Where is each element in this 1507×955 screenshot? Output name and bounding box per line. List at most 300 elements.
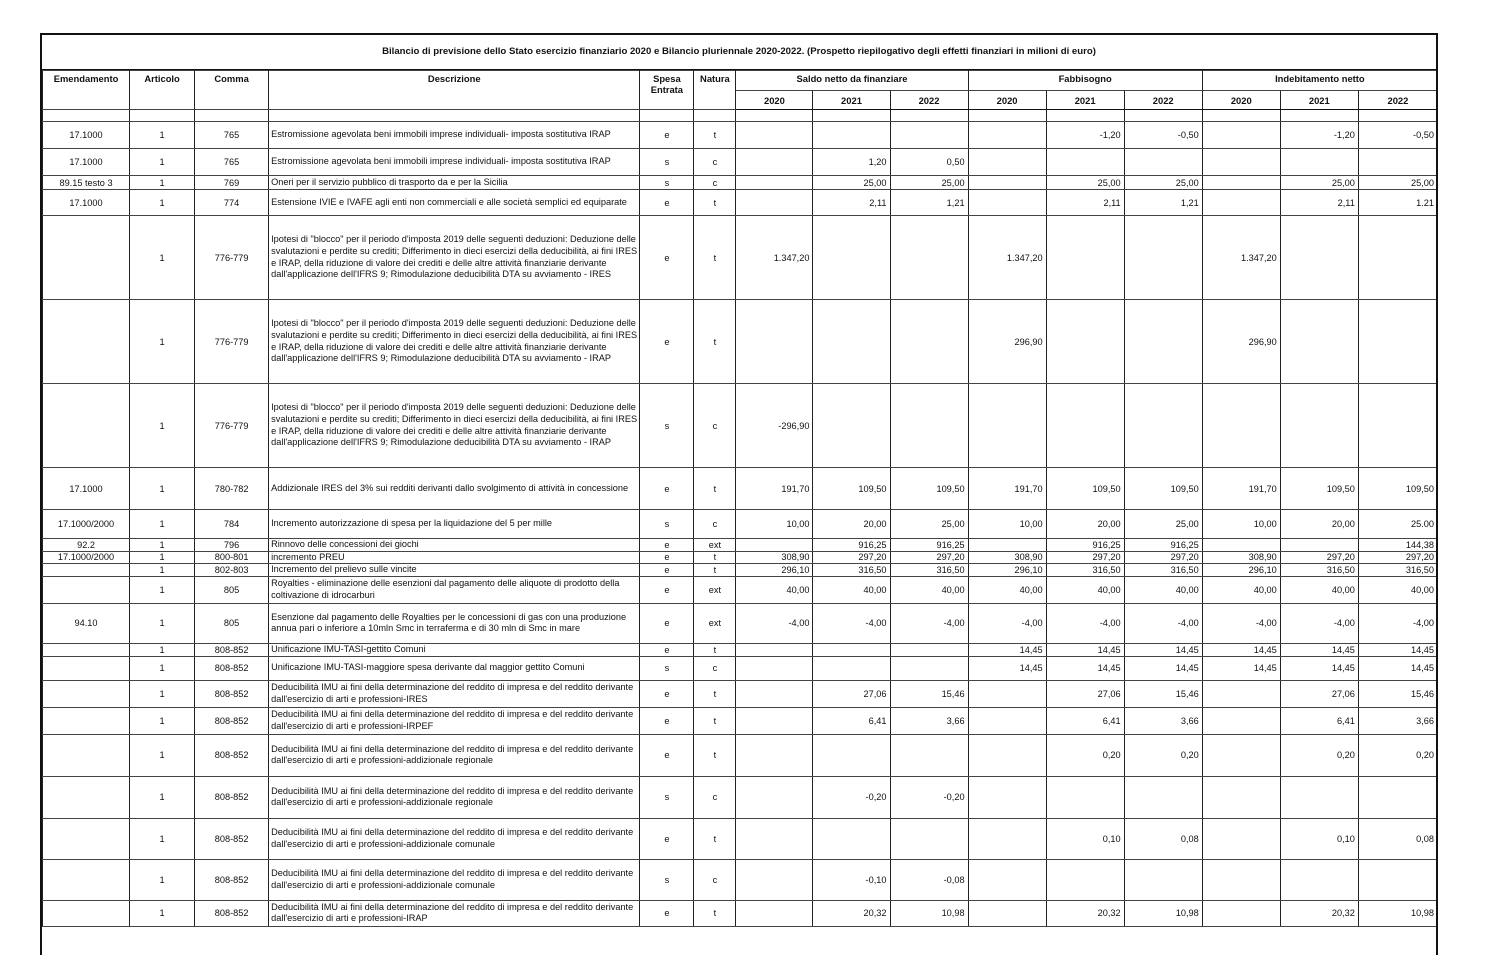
articolo-cell: 1 bbox=[130, 900, 195, 926]
fabbisogno-2021-cell bbox=[1046, 384, 1124, 468]
emendamento-cell bbox=[43, 734, 130, 776]
indebitamento-2022-cell: 109,50 bbox=[1358, 468, 1437, 510]
fabbisogno-2022-cell: 14,45 bbox=[1124, 643, 1202, 656]
descrizione-cell: Royalties - eliminazione delle esenzioni dal pagamento delle aliquote di prodotto della coltivazione di idrocarburi bbox=[269, 576, 640, 603]
emendamento-cell: 89.15 testo 3 bbox=[43, 176, 130, 190]
comma-cell: 808-852 bbox=[195, 643, 269, 656]
table-row bbox=[43, 776, 1438, 818]
fabbisogno-2020-cell bbox=[968, 122, 1046, 149]
indebitamento-2021-cell bbox=[1280, 384, 1358, 468]
articolo-cell: 1 bbox=[130, 510, 195, 539]
spesa-entrata-cell: s bbox=[640, 176, 694, 190]
fabbisogno-2020-cell bbox=[968, 384, 1046, 468]
indebitamento-2020-cell bbox=[1202, 818, 1280, 859]
table-row bbox=[43, 859, 1438, 900]
saldo-2021-cell: -4,00 bbox=[813, 603, 890, 643]
comma-cell: 784 bbox=[195, 510, 269, 539]
indebitamento-2022-cell: 144,38 bbox=[1358, 539, 1437, 552]
fabbisogno-2020-cell: 10,00 bbox=[968, 510, 1046, 539]
table-row bbox=[43, 818, 1438, 859]
spacer-cell bbox=[694, 110, 736, 122]
saldo-2021-cell: 2,11 bbox=[813, 190, 890, 216]
fabbisogno-2020-cell bbox=[968, 680, 1046, 707]
fabbisogno-2020-cell: 308,90 bbox=[968, 551, 1046, 564]
col-spesa-entrata: Spesa Entrata bbox=[640, 71, 694, 110]
fabbisogno-2022-cell bbox=[1124, 300, 1202, 384]
comma-cell: 808-852 bbox=[195, 900, 269, 926]
descrizione-cell: incremento PREU bbox=[269, 551, 640, 564]
spacer-cell bbox=[640, 110, 694, 122]
spesa-entrata-cell: e bbox=[640, 468, 694, 510]
saldo-2021-cell: 316,50 bbox=[813, 564, 890, 577]
fabbisogno-2021-cell: 20,00 bbox=[1046, 510, 1124, 539]
table-row bbox=[43, 190, 1438, 216]
table-row bbox=[43, 510, 1438, 539]
saldo-2022-cell: 25,00 bbox=[890, 510, 968, 539]
table-row bbox=[43, 539, 1438, 552]
spesa-entrata-cell: s bbox=[640, 656, 694, 680]
indebitamento-2020-cell: 308,90 bbox=[1202, 551, 1280, 564]
table-row bbox=[43, 576, 1438, 603]
emendamento-cell: 17.1000 bbox=[43, 122, 130, 149]
indebitamento-2021-cell bbox=[1280, 539, 1358, 552]
emendamento-cell bbox=[43, 643, 130, 656]
indebitamento-2022-cell: 15,46 bbox=[1358, 680, 1437, 707]
indebitamento-2022-cell: 25,00 bbox=[1358, 176, 1437, 190]
indebitamento-2020-cell: -4,00 bbox=[1202, 603, 1280, 643]
emendamento-cell: 17.1000 bbox=[43, 468, 130, 510]
descrizione-cell: Unificazione IMU-TASI-maggiore spesa derivante dal maggior gettito Comuni bbox=[269, 656, 640, 680]
natura-cell: c bbox=[694, 149, 736, 176]
natura-cell: t bbox=[694, 564, 736, 577]
comma-cell: 780-782 bbox=[195, 468, 269, 510]
emendamento-cell bbox=[43, 564, 130, 577]
saldo-2021-cell: 109,50 bbox=[813, 468, 890, 510]
spesa-entrata-cell: e bbox=[640, 643, 694, 656]
header-row-top bbox=[43, 71, 1438, 91]
articolo-cell: 1 bbox=[130, 680, 195, 707]
emendamento-cell bbox=[43, 859, 130, 900]
indebitamento-2021-cell bbox=[1280, 859, 1358, 900]
fabbisogno-2022-cell: -0,50 bbox=[1124, 122, 1202, 149]
fabbisogno-2020-cell: -4,00 bbox=[968, 603, 1046, 643]
year-header: 2022 bbox=[890, 91, 968, 110]
saldo-2022-cell bbox=[890, 734, 968, 776]
descrizione-cell: Estromissione agevolata beni immobili imprese individuali- imposta sostitutiva IRAP bbox=[269, 122, 640, 149]
indebitamento-2020-cell: 14,45 bbox=[1202, 643, 1280, 656]
indebitamento-2022-cell: 297,20 bbox=[1358, 551, 1437, 564]
saldo-2022-cell: 10,98 bbox=[890, 900, 968, 926]
saldo-2020-cell bbox=[736, 734, 813, 776]
fabbisogno-2021-cell: 27,06 bbox=[1046, 680, 1124, 707]
spesa-entrata-cell: e bbox=[640, 818, 694, 859]
indebitamento-2020-cell: 191,70 bbox=[1202, 468, 1280, 510]
natura-cell: t bbox=[694, 680, 736, 707]
saldo-2020-cell bbox=[736, 300, 813, 384]
saldo-2021-cell bbox=[813, 734, 890, 776]
spesa-entrata-cell: s bbox=[640, 859, 694, 900]
descrizione-cell: Incremento autorizzazione di spesa per la liquidazione del 5 per mille bbox=[269, 510, 640, 539]
saldo-2020-cell bbox=[736, 656, 813, 680]
comma-cell: 765 bbox=[195, 122, 269, 149]
saldo-2020-cell: 1.347,20 bbox=[736, 216, 813, 300]
articolo-cell: 1 bbox=[130, 122, 195, 149]
emendamento-cell bbox=[43, 576, 130, 603]
comma-cell: 808-852 bbox=[195, 818, 269, 859]
natura-cell: t bbox=[694, 734, 736, 776]
table-row bbox=[43, 900, 1438, 926]
indebitamento-2022-cell: 3,66 bbox=[1358, 707, 1437, 734]
spacer-cell bbox=[1046, 110, 1124, 122]
spesa-entrata-cell: e bbox=[640, 707, 694, 734]
spacer-cell bbox=[195, 110, 269, 122]
spesa-entrata-cell: s bbox=[640, 384, 694, 468]
indebitamento-2022-cell bbox=[1358, 384, 1437, 468]
fabbisogno-2020-cell: 14,45 bbox=[968, 643, 1046, 656]
descrizione-cell: Addizionale IRES del 3% sui redditi derivanti dallo svolgimento di attività in concessione bbox=[269, 468, 640, 510]
indebitamento-2021-cell bbox=[1280, 300, 1358, 384]
descrizione-cell: Deducibilità IMU ai fini della determinazione del reddito di impresa e del reddito derivante dall'esercizio di arti e professioni-IRAP bbox=[269, 900, 640, 926]
saldo-2021-cell: 6,41 bbox=[813, 707, 890, 734]
table-row bbox=[43, 564, 1438, 577]
saldo-2022-cell bbox=[890, 300, 968, 384]
fabbisogno-2022-cell: 0,08 bbox=[1124, 818, 1202, 859]
spacer-cell bbox=[269, 110, 640, 122]
indebitamento-2020-cell: 14,45 bbox=[1202, 656, 1280, 680]
fabbisogno-2022-cell bbox=[1124, 776, 1202, 818]
natura-cell: t bbox=[694, 707, 736, 734]
saldo-2020-cell bbox=[736, 707, 813, 734]
comma-cell: 776-779 bbox=[195, 384, 269, 468]
fabbisogno-2020-cell bbox=[968, 149, 1046, 176]
saldo-2021-cell bbox=[813, 643, 890, 656]
saldo-2020-cell bbox=[736, 149, 813, 176]
comma-cell: 765 bbox=[195, 149, 269, 176]
year-header: 2022 bbox=[1124, 91, 1202, 110]
document-frame bbox=[40, 33, 1438, 955]
indebitamento-2022-cell: 1.21 bbox=[1358, 190, 1437, 216]
spesa-entrata-cell: e bbox=[640, 564, 694, 577]
emendamento-cell: 92.2 bbox=[43, 539, 130, 552]
saldo-2021-cell: 25,00 bbox=[813, 176, 890, 190]
table-row bbox=[43, 643, 1438, 656]
fabbisogno-2021-cell: 14,45 bbox=[1046, 643, 1124, 656]
fabbisogno-2021-cell bbox=[1046, 216, 1124, 300]
spesa-entrata-cell: e bbox=[640, 216, 694, 300]
fabbisogno-2021-cell: 14,45 bbox=[1046, 656, 1124, 680]
emendamento-cell: 17.1000/2000 bbox=[43, 551, 130, 564]
descrizione-cell: Estensione IVIE e IVAFE agli enti non commerciali e alle società semplici ed equiparate bbox=[269, 190, 640, 216]
spacer-cell bbox=[890, 110, 968, 122]
table-body bbox=[43, 110, 1438, 927]
saldo-2022-cell: 0,50 bbox=[890, 149, 968, 176]
indebitamento-2020-cell bbox=[1202, 680, 1280, 707]
indebitamento-2022-cell: 0,20 bbox=[1358, 734, 1437, 776]
fabbisogno-2020-cell: 40,00 bbox=[968, 576, 1046, 603]
articolo-cell: 1 bbox=[130, 300, 195, 384]
fabbisogno-2021-cell: -1,20 bbox=[1046, 122, 1124, 149]
spacer-cell bbox=[1280, 110, 1358, 122]
saldo-2021-cell: -0,10 bbox=[813, 859, 890, 900]
natura-cell: t bbox=[694, 216, 736, 300]
indebitamento-2021-cell: 0,10 bbox=[1280, 818, 1358, 859]
saldo-2022-cell: 109,50 bbox=[890, 468, 968, 510]
saldo-2022-cell: -0,08 bbox=[890, 859, 968, 900]
table-row bbox=[43, 656, 1438, 680]
indebitamento-2021-cell: 20,00 bbox=[1280, 510, 1358, 539]
saldo-2022-cell: 15,46 bbox=[890, 680, 968, 707]
fabbisogno-2022-cell: 15,46 bbox=[1124, 680, 1202, 707]
fabbisogno-2021-cell: 2,11 bbox=[1046, 190, 1124, 216]
saldo-2021-cell: 297,20 bbox=[813, 551, 890, 564]
saldo-2022-cell: 1,21 bbox=[890, 190, 968, 216]
emendamento-cell bbox=[43, 384, 130, 468]
articolo-cell: 1 bbox=[130, 564, 195, 577]
emendamento-cell: 17.1000 bbox=[43, 190, 130, 216]
saldo-2020-cell: 40,00 bbox=[736, 576, 813, 603]
articolo-cell: 1 bbox=[130, 176, 195, 190]
fabbisogno-2021-cell: 297,20 bbox=[1046, 551, 1124, 564]
natura-cell: t bbox=[694, 818, 736, 859]
saldo-2022-cell: 40,00 bbox=[890, 576, 968, 603]
fabbisogno-2022-cell: 0,20 bbox=[1124, 734, 1202, 776]
fabbisogno-2021-cell: 109,50 bbox=[1046, 468, 1124, 510]
descrizione-cell: Rinnovo delle concessioni dei giochi bbox=[269, 539, 640, 552]
fabbisogno-2022-cell: 10,98 bbox=[1124, 900, 1202, 926]
indebitamento-2021-cell: 27,06 bbox=[1280, 680, 1358, 707]
saldo-2022-cell bbox=[890, 384, 968, 468]
table-row bbox=[43, 216, 1438, 300]
articolo-cell: 1 bbox=[130, 468, 195, 510]
descrizione-cell: Deducibilità IMU ai fini della determinazione del reddito di impresa e del reddito derivante dall'esercizio di arti e professioni-addizionale regionale bbox=[269, 776, 640, 818]
fabbisogno-2021-cell: 6,41 bbox=[1046, 707, 1124, 734]
saldo-2021-cell bbox=[813, 656, 890, 680]
emendamento-cell: 17.1000 bbox=[43, 149, 130, 176]
saldo-2022-cell: -4,00 bbox=[890, 603, 968, 643]
fabbisogno-2020-cell: 191,70 bbox=[968, 468, 1046, 510]
indebitamento-2020-cell bbox=[1202, 707, 1280, 734]
fabbisogno-2022-cell bbox=[1124, 216, 1202, 300]
fabbisogno-2022-cell: 25,00 bbox=[1124, 510, 1202, 539]
table-row bbox=[43, 468, 1438, 510]
natura-cell: ext bbox=[694, 576, 736, 603]
fabbisogno-2022-cell bbox=[1124, 859, 1202, 900]
natura-cell: t bbox=[694, 643, 736, 656]
descrizione-cell: Deducibilità IMU ai fini della determinazione del reddito di impresa e del reddito derivante dall'esercizio di arti e professioni-addizionale comunale bbox=[269, 818, 640, 859]
fabbisogno-2021-cell: 40,00 bbox=[1046, 576, 1124, 603]
comma-cell: 769 bbox=[195, 176, 269, 190]
indebitamento-2022-cell bbox=[1358, 776, 1437, 818]
saldo-2021-cell bbox=[813, 122, 890, 149]
indebitamento-2021-cell: 25,00 bbox=[1280, 176, 1358, 190]
descrizione-cell: Incremento del prelievo sulle vincite bbox=[269, 564, 640, 577]
document-title: Bilancio di previsione dello Stato esercizio finanziario 2020 e Bilancio pluriennale 2020-2022. (Prospetto riepilogativo degli effetti finanziari in milioni di euro) bbox=[42, 35, 1436, 70]
fabbisogno-2020-cell bbox=[968, 776, 1046, 818]
natura-cell: ext bbox=[694, 603, 736, 643]
comma-cell: 805 bbox=[195, 576, 269, 603]
descrizione-cell: Esenzione dal pagamento delle Royalties per le concessioni di gas con una produzione annua pari o inferiore a 10mln Smc in terraferma e di 30 mln di Smc in mare bbox=[269, 603, 640, 643]
fabbisogno-2021-cell bbox=[1046, 300, 1124, 384]
natura-cell: c bbox=[694, 510, 736, 539]
indebitamento-2021-cell: 0,20 bbox=[1280, 734, 1358, 776]
articolo-cell: 1 bbox=[130, 216, 195, 300]
fabbisogno-2020-cell bbox=[968, 900, 1046, 926]
saldo-2020-cell: 296,10 bbox=[736, 564, 813, 577]
saldo-2022-cell bbox=[890, 656, 968, 680]
indebitamento-2020-cell bbox=[1202, 900, 1280, 926]
natura-cell: t bbox=[694, 900, 736, 926]
table-row bbox=[43, 176, 1438, 190]
indebitamento-2022-cell: 10,98 bbox=[1358, 900, 1437, 926]
indebitamento-2020-cell: 296,10 bbox=[1202, 564, 1280, 577]
group-fabbisogno: Fabbisogno bbox=[968, 71, 1202, 91]
articolo-cell: 1 bbox=[130, 149, 195, 176]
comma-cell: 774 bbox=[195, 190, 269, 216]
indebitamento-2020-cell bbox=[1202, 859, 1280, 900]
descrizione-cell: Unificazione IMU-TASI-gettito Comuni bbox=[269, 643, 640, 656]
saldo-2020-cell: -4,00 bbox=[736, 603, 813, 643]
comma-cell: 808-852 bbox=[195, 707, 269, 734]
fabbisogno-2021-cell: 0,20 bbox=[1046, 734, 1124, 776]
indebitamento-2022-cell: 14,45 bbox=[1358, 656, 1437, 680]
descrizione-cell: Deducibilità IMU ai fini della determinazione del reddito di impresa e del reddito derivante dall'esercizio di arti e professioni-addizionale regionale bbox=[269, 734, 640, 776]
fabbisogno-2021-cell: 316,50 bbox=[1046, 564, 1124, 577]
year-header: 2020 bbox=[968, 91, 1046, 110]
fabbisogno-2021-cell: 20,32 bbox=[1046, 900, 1124, 926]
saldo-2021-cell: -0,20 bbox=[813, 776, 890, 818]
indebitamento-2022-cell: 0,08 bbox=[1358, 818, 1437, 859]
saldo-2022-cell: 916,25 bbox=[890, 539, 968, 552]
fabbisogno-2021-cell: 916,25 bbox=[1046, 539, 1124, 552]
indebitamento-2020-cell: 296,90 bbox=[1202, 300, 1280, 384]
natura-cell: ext bbox=[694, 539, 736, 552]
articolo-cell: 1 bbox=[130, 734, 195, 776]
fabbisogno-2021-cell: 25,00 bbox=[1046, 176, 1124, 190]
table-row bbox=[43, 734, 1438, 776]
saldo-2022-cell bbox=[890, 122, 968, 149]
financial-effects-table bbox=[42, 70, 1438, 927]
indebitamento-2022-cell bbox=[1358, 149, 1437, 176]
saldo-2022-cell: 25,00 bbox=[890, 176, 968, 190]
fabbisogno-2020-cell: 296,90 bbox=[968, 300, 1046, 384]
indebitamento-2022-cell bbox=[1358, 216, 1437, 300]
spesa-entrata-cell: s bbox=[640, 510, 694, 539]
articolo-cell: 1 bbox=[130, 818, 195, 859]
articolo-cell: 1 bbox=[130, 551, 195, 564]
indebitamento-2022-cell bbox=[1358, 859, 1437, 900]
fabbisogno-2020-cell bbox=[968, 707, 1046, 734]
saldo-2020-cell: -296,90 bbox=[736, 384, 813, 468]
saldo-2020-cell bbox=[736, 190, 813, 216]
fabbisogno-2022-cell: -4,00 bbox=[1124, 603, 1202, 643]
indebitamento-2020-cell bbox=[1202, 122, 1280, 149]
saldo-2021-cell: 20,32 bbox=[813, 900, 890, 926]
indebitamento-2020-cell bbox=[1202, 176, 1280, 190]
descrizione-cell: Ipotesi di "blocco" per il periodo d'imposta 2019 delle seguenti deduzioni: Deduzione delle svalutazioni e perdite su crediti; Differimento in dieci esercizi della deducibilità, ai fini IRES e IRAP, della riduzione di valore dei crediti e delle altre attività finanziarie derivante dall'applicazione dell'IFRS 9; Rimodulazione deducibilità DTA su avviamento - IRAP bbox=[269, 300, 640, 384]
year-header: 2021 bbox=[813, 91, 890, 110]
fabbisogno-2022-cell bbox=[1124, 149, 1202, 176]
fabbisogno-2020-cell bbox=[968, 539, 1046, 552]
saldo-2021-cell: 20,00 bbox=[813, 510, 890, 539]
indebitamento-2021-cell: 20,32 bbox=[1280, 900, 1358, 926]
table-row bbox=[43, 384, 1438, 468]
saldo-2021-cell bbox=[813, 216, 890, 300]
comma-cell: 808-852 bbox=[195, 859, 269, 900]
spacer-row bbox=[43, 110, 1438, 122]
indebitamento-2021-cell: 316,50 bbox=[1280, 564, 1358, 577]
indebitamento-2021-cell: 14,45 bbox=[1280, 643, 1358, 656]
col-emendamento: Emendamento bbox=[43, 71, 130, 110]
comma-cell: 776-779 bbox=[195, 216, 269, 300]
saldo-2020-cell bbox=[736, 176, 813, 190]
indebitamento-2022-cell bbox=[1358, 300, 1437, 384]
descrizione-cell: Ipotesi di "blocco" per il periodo d'imposta 2019 delle seguenti deduzioni: Deduzione delle svalutazioni e perdite su crediti; Differimento in dieci esercizi della deducibilità, ai fini IRES e IRAP, della riduzione di valore dei crediti e delle altre attività finanziarie derivante dall'applicazione dell'IFRS 9; Rimodulazione deducibilità DTA su avviamento - IRAP bbox=[269, 384, 640, 468]
emendamento-cell bbox=[43, 216, 130, 300]
fabbisogno-2022-cell: 916,25 bbox=[1124, 539, 1202, 552]
saldo-2020-cell bbox=[736, 122, 813, 149]
spacer-cell bbox=[736, 110, 813, 122]
col-natura: Natura bbox=[694, 71, 736, 110]
articolo-cell: 1 bbox=[130, 656, 195, 680]
indebitamento-2022-cell: 40,00 bbox=[1358, 576, 1437, 603]
emendamento-cell bbox=[43, 680, 130, 707]
indebitamento-2022-cell: 14,45 bbox=[1358, 643, 1437, 656]
spesa-entrata-cell: e bbox=[640, 551, 694, 564]
emendamento-cell bbox=[43, 707, 130, 734]
col-descrizione: Descrizione bbox=[269, 71, 640, 110]
spacer-cell bbox=[968, 110, 1046, 122]
natura-cell: t bbox=[694, 468, 736, 510]
descrizione-cell: Deducibilità IMU ai fini della determinazione del reddito di impresa e del reddito derivante dall'esercizio di arti e professioni-addizionale comunale bbox=[269, 859, 640, 900]
saldo-2020-cell: 10,00 bbox=[736, 510, 813, 539]
table-row bbox=[43, 680, 1438, 707]
saldo-2020-cell: 308,90 bbox=[736, 551, 813, 564]
saldo-2020-cell bbox=[736, 900, 813, 926]
saldo-2022-cell: 316,50 bbox=[890, 564, 968, 577]
spesa-entrata-cell: e bbox=[640, 603, 694, 643]
comma-cell: 808-852 bbox=[195, 656, 269, 680]
fabbisogno-2020-cell: 296,10 bbox=[968, 564, 1046, 577]
descrizione-cell: Deducibilità IMU ai fini della determinazione del reddito di impresa e del reddito derivante dall'esercizio di arti e professioni-IRES bbox=[269, 680, 640, 707]
indebitamento-2021-cell: 40,00 bbox=[1280, 576, 1358, 603]
indebitamento-2021-cell: 6,41 bbox=[1280, 707, 1358, 734]
spacer-cell bbox=[43, 110, 130, 122]
fabbisogno-2022-cell: 3,66 bbox=[1124, 707, 1202, 734]
indebitamento-2020-cell: 10,00 bbox=[1202, 510, 1280, 539]
indebitamento-2020-cell bbox=[1202, 734, 1280, 776]
fabbisogno-2020-cell bbox=[968, 818, 1046, 859]
descrizione-cell: Deducibilità IMU ai fini della determinazione del reddito di impresa e del reddito derivante dall'esercizio di arti e professioni-IRPEF bbox=[269, 707, 640, 734]
articolo-cell: 1 bbox=[130, 643, 195, 656]
group-indebitamento: Indebitamento netto bbox=[1202, 71, 1437, 91]
spesa-entrata-cell: s bbox=[640, 776, 694, 818]
saldo-2022-cell bbox=[890, 216, 968, 300]
indebitamento-2021-cell: 109,50 bbox=[1280, 468, 1358, 510]
indebitamento-2021-cell bbox=[1280, 216, 1358, 300]
articolo-cell: 1 bbox=[130, 539, 195, 552]
year-header: 2020 bbox=[736, 91, 813, 110]
fabbisogno-2022-cell: 1,21 bbox=[1124, 190, 1202, 216]
table-row bbox=[43, 603, 1438, 643]
comma-cell: 802-803 bbox=[195, 564, 269, 577]
fabbisogno-2021-cell bbox=[1046, 149, 1124, 176]
natura-cell: c bbox=[694, 176, 736, 190]
articolo-cell: 1 bbox=[130, 576, 195, 603]
year-header: 2021 bbox=[1280, 91, 1358, 110]
saldo-2020-cell bbox=[736, 643, 813, 656]
fabbisogno-2021-cell: -4,00 bbox=[1046, 603, 1124, 643]
natura-cell: c bbox=[694, 859, 736, 900]
